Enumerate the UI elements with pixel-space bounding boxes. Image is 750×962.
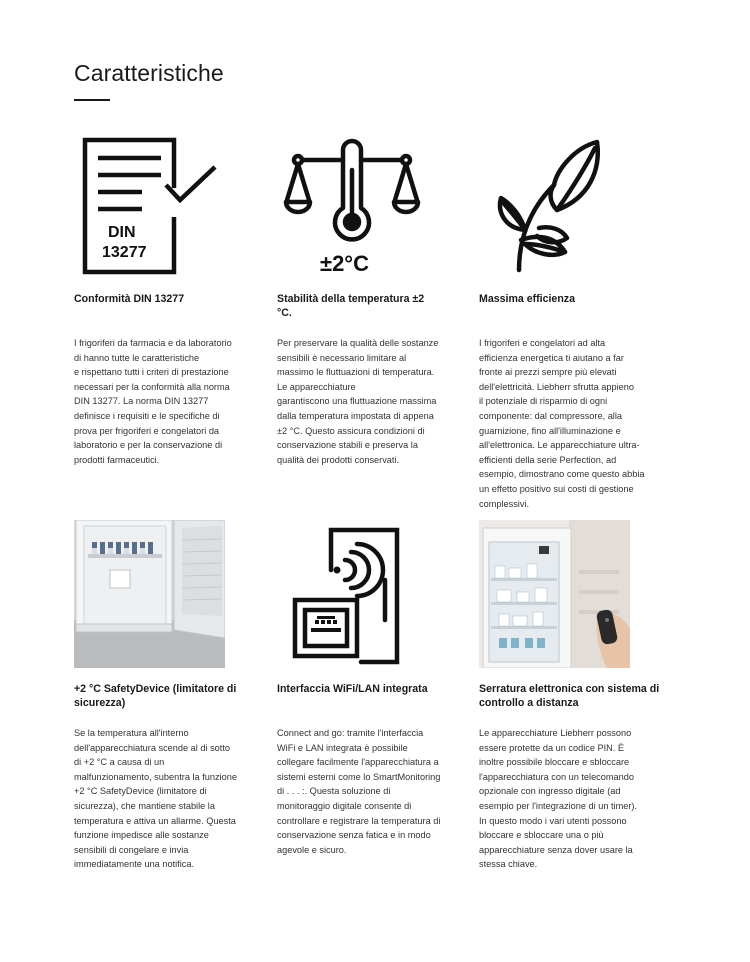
feature-heading: Interfaccia WiFi/LAN integrata bbox=[277, 683, 428, 695]
fridge-interior-photo bbox=[74, 520, 225, 668]
feature-wifi-lan bbox=[277, 520, 463, 860]
feature-heading: Conformità DIN 13277 bbox=[74, 293, 185, 305]
thermometer-scale-icon bbox=[277, 130, 427, 285]
wifi-lan-fridge-icon bbox=[277, 520, 427, 673]
feature-description: I frigoriferi da farmacia e da laboratorio di hanno tutte le caratteristiche e rispettano tutti i criteri di prestazione necessari per la conformità alla norma DIN 13277. La norma DIN 13277 definisce i requisiti e le specifiche di prova per frigoriferi e congelatori da laboratorio e per la conservazione di prodotti farmaceutici. bbox=[74, 338, 232, 465]
temperature-icon-label: ±2°C bbox=[320, 251, 369, 276]
feature-electronic-lock bbox=[479, 520, 665, 880]
page-title: Caratteristiche bbox=[74, 60, 224, 86]
feature-heading: Serratura elettronica con sistema di controllo a distanza bbox=[479, 683, 660, 709]
feature-description: I frigoriferi e congelatori ad alta efficienza energetica ti aiutano a far fronte ai prezzi sempre più elevati dell'elettricità. Liebherr sfrutta appieno il potenziale di risparmio di ogni componente: dal compressore, alla guarnizione, fino all'illuminazione e all'elettronica. Le apparecchiature ultra- efficienti della serie Perfection, ad esempio, dimostrano come questo abbia un effetto positivo sui costi di gestione complessivi. bbox=[479, 338, 645, 509]
title-underline bbox=[74, 99, 110, 101]
feature-safety-device bbox=[74, 520, 260, 880]
feature-description: Se la temperatura all'interno dell'apparecchiatura scende al di sotto di +2 °C a causa di un malfunzionamento, subentra la funzione +2 °C SafetyDevice (limitatore di sicurezza), che mantiene stabile la temperatura e attiva un allarme. Questa funzione impedisce alle sostanze sensibili di congelare e invia immediatamente una notifica. bbox=[74, 728, 237, 870]
feature-temperature-stability bbox=[277, 130, 463, 470]
feature-din-13277 bbox=[74, 130, 260, 470]
feature-heading: Stabilità della temperatura ±2 °C. bbox=[277, 293, 425, 319]
feature-description: Le apparecchiature Liebherr possono essere protette da un codice PIN. È inoltre possibile bloccare e sbloccare l'apparecchiatura con un telecomando opzionale con ingresso digitale (ad esempio per l'integrazione di un timer). In questo modo i vari utenti possono bloccare e sbloccare una o più apparecchiature senza dover usare la stessa chiave. bbox=[479, 728, 638, 870]
feature-description: Per preservare la qualità delle sostanze sensibili è necessario limitare al massimo le fluttuazioni di temperatura. Le apparecchiature garantiscono una fluttuazione massima dalla temperatura impostata di appena ±2 °C. Questo assicura condizioni di conservazione stabili e preserva la qualità dei prodotti conservati. bbox=[277, 338, 439, 465]
feature-heading: +2 °C SafetyDevice (limitatore di sicurezza) bbox=[74, 683, 237, 709]
feature-heading: Massima efficienza bbox=[479, 293, 575, 305]
remote-lock-photo bbox=[479, 520, 630, 668]
leaf-plant-icon bbox=[479, 130, 629, 285]
din-document-check-icon bbox=[74, 130, 224, 285]
din-icon-label: DIN bbox=[108, 224, 136, 241]
feature-efficiency bbox=[479, 130, 665, 520]
din-icon-number: 13277 bbox=[102, 244, 147, 261]
feature-description: Connect and go: tramite l'interfaccia WiFi e LAN integrata è possibile collegare facilmente l'apparecchiatura a sistemi esterni come lo SmartMonitoring di . . . :. Questa soluzione di monitoraggio digitale consente di controllare e registrare la temperatura di conservazione senza fatica e in modo agevole e sicuro. bbox=[277, 728, 441, 855]
